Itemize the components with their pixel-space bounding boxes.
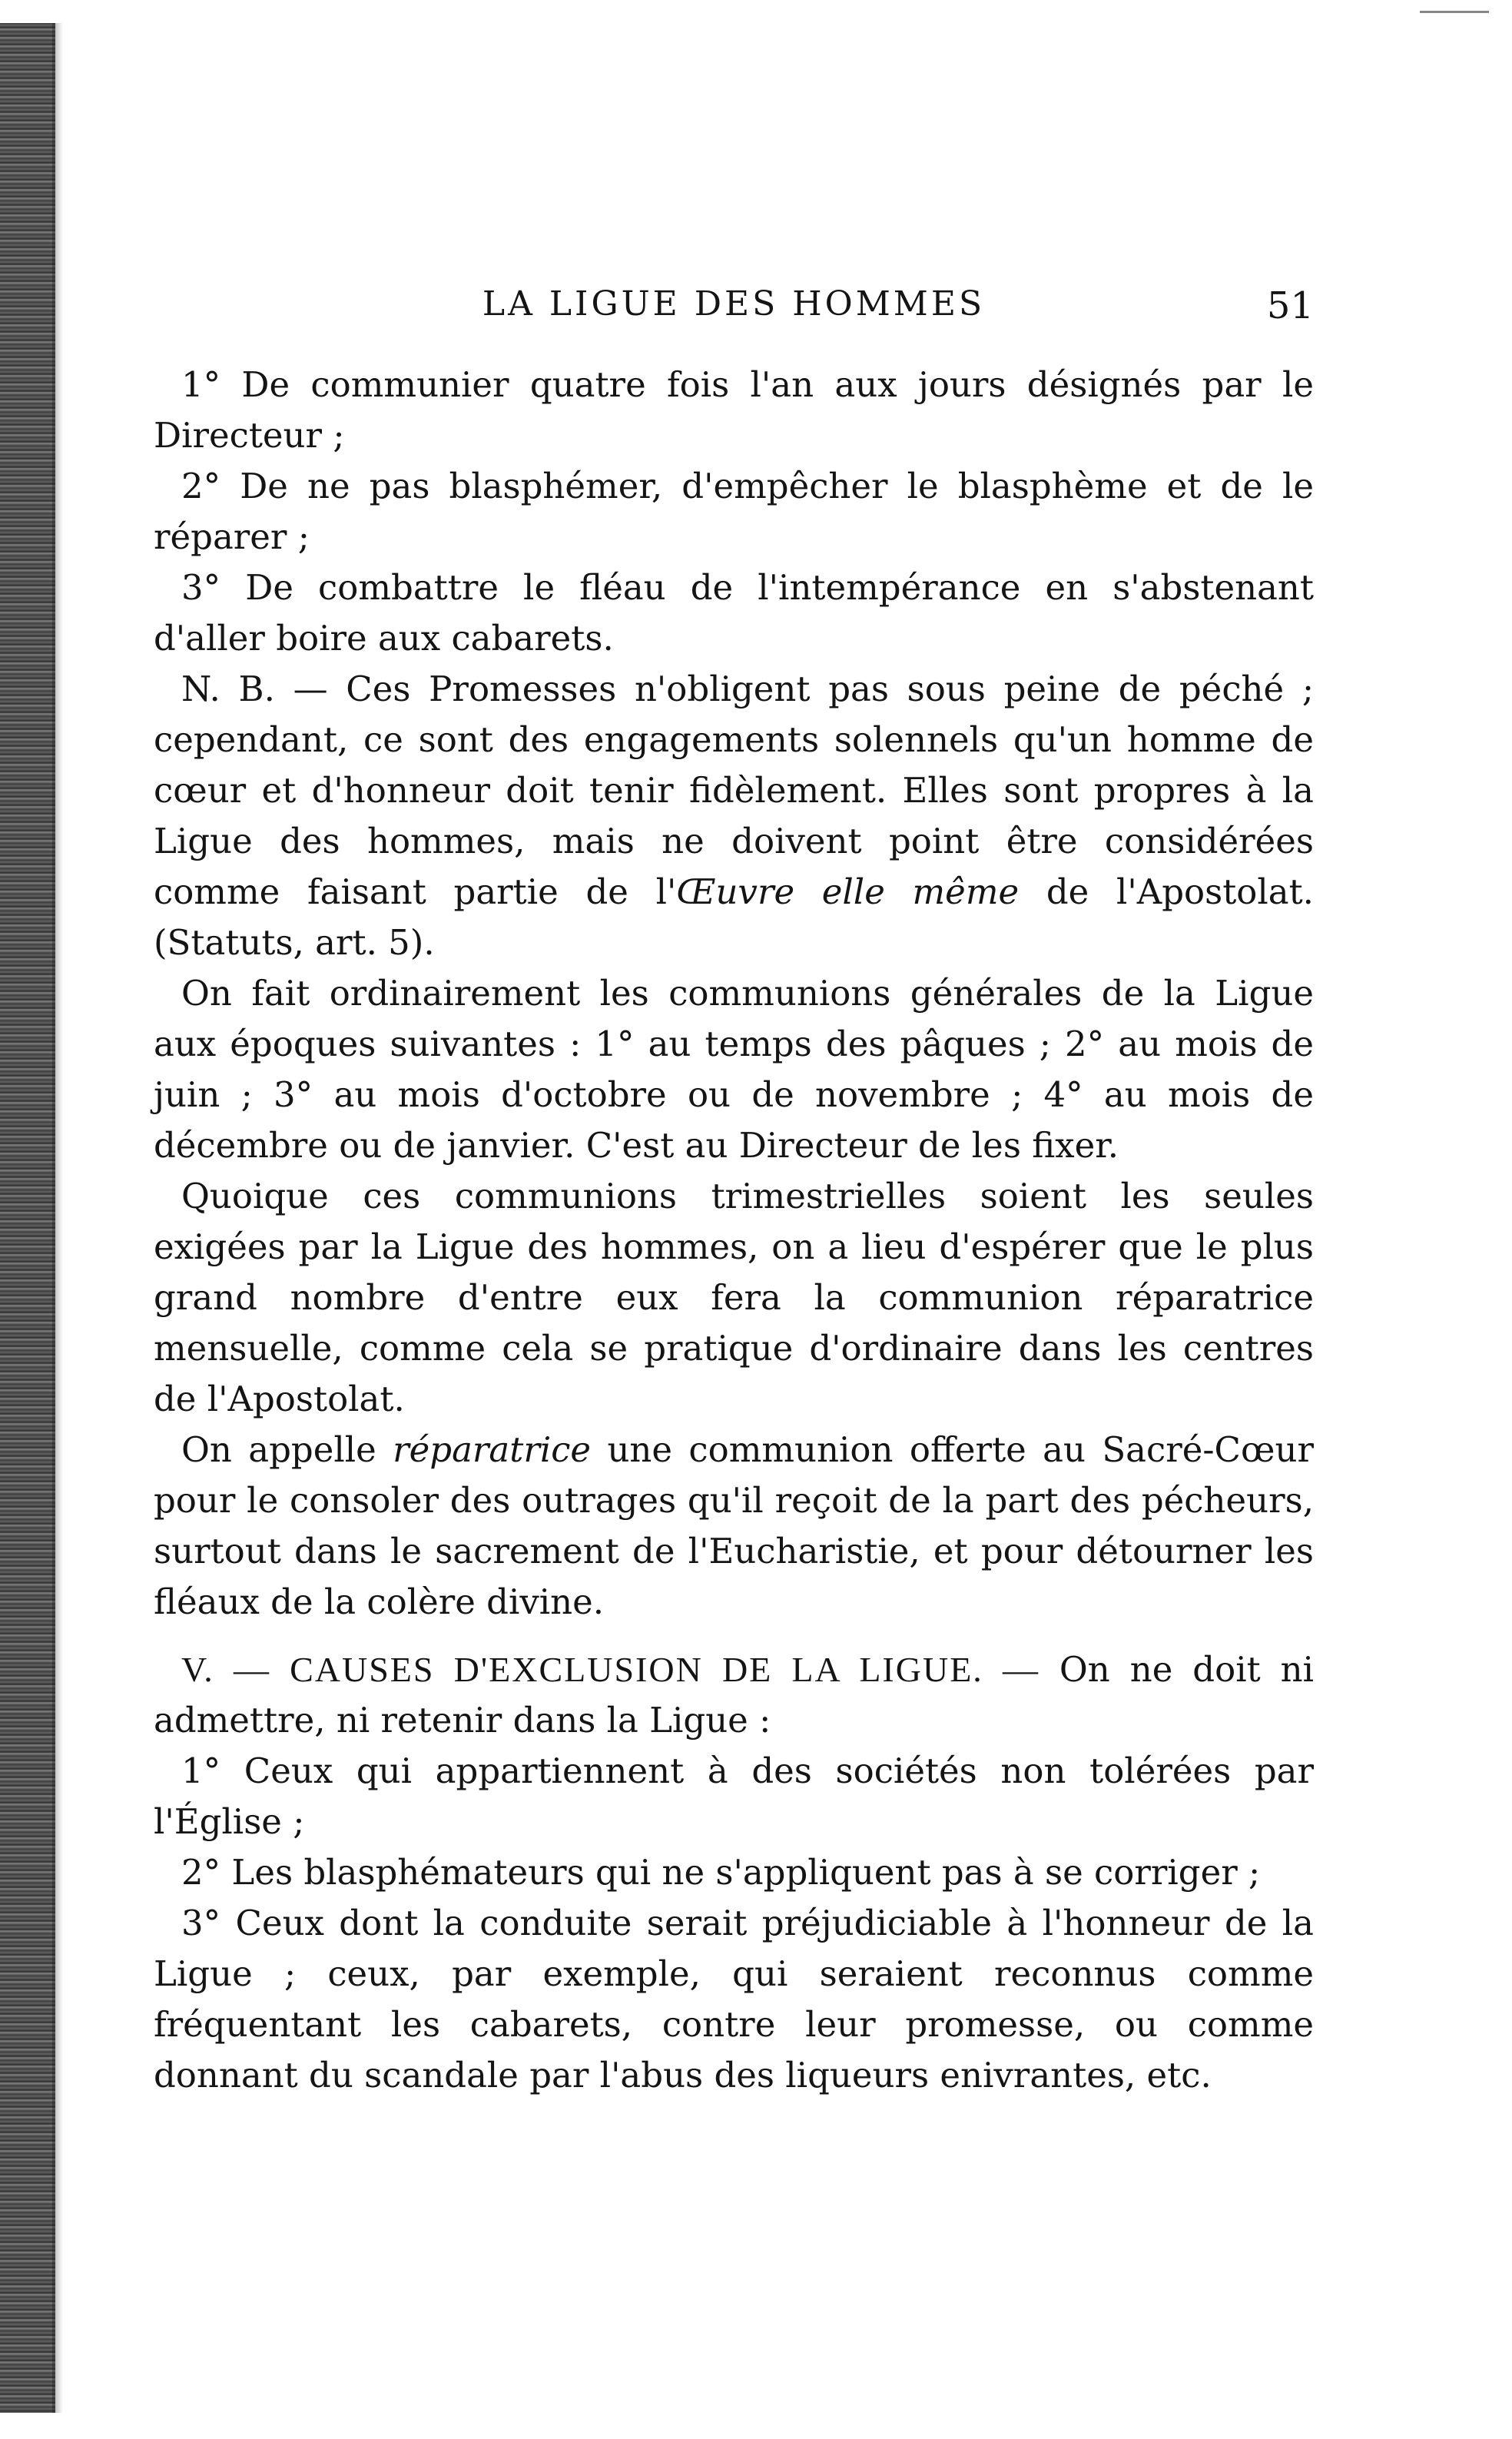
section-spacer (154, 1628, 1314, 1644)
scan-artifact-dash (1420, 11, 1489, 13)
page-body (154, 360, 1314, 2101)
paragraph-exclusion-1: 1° Ceux qui appartiennent à des sociétés non tolérées par l'Église ; (154, 1750, 1314, 1842)
page-number: 51 (1266, 284, 1314, 327)
paragraph-reparatrice (154, 1425, 1314, 1628)
paragraph-communions: On fait ordinairement les communions générales de la Ligue aux époques suivantes : 1° au temps des pâques ; 2° au mois de juin ; 3° au mois d'octobre ou de novembre ; 4° au mois de décembre ou de janvier. C'est au Directeur de les fixer. (154, 973, 1314, 1166)
page-header (154, 284, 1314, 330)
section-heading: V. — CAUSES D'EXCLUSION DE LA LIGUE. — (181, 1650, 1040, 1689)
nota-bene-text: N. B. — Ces Promesses n'obligent pas sous peine de péché ; cependant, ce sont des engagements solennels qu'un homme de cœur et d'honneur doit tenir fidèlement. Elles sont propres à la Ligue des hommes, mais ne doivent point être considérées comme faisant partie de l' (154, 669, 1314, 912)
paragraph-promise-3: 3° De combattre le fléau de l'intempérance en s'abstenant d'aller boire aux cabarets. (154, 567, 1314, 659)
nota-bene-text-end: de l'Apostolat. (Statuts, art. 5). (154, 871, 1314, 963)
scanned-binding-edge (0, 23, 55, 2413)
paragraph-exclusion-2: 2° Les blasphémateurs qui ne s'appliquent pas à se corriger ; (181, 1852, 1261, 1893)
paragraph-promise-1: 1° De communier quatre fois l'an aux jours désignés par le Directeur ; (154, 364, 1314, 456)
reparatrice-text: On appelle (181, 1429, 393, 1470)
paragraph-section-v (154, 1644, 1314, 1746)
section-intro: On ne doit ni admettre, ni retenir dans la Ligue : (154, 1649, 1315, 1740)
paragraph-promise-2: 2° De ne pas blasphémer, d'empêcher le blasphème et de le réparer ; (154, 466, 1314, 557)
running-head: LA LIGUE DES HOMMES (482, 284, 986, 324)
reparatrice-italic: réparatrice (393, 1429, 592, 1470)
nota-bene-italic: Œuvre elle même (676, 871, 1020, 912)
paragraph-nota-bene (154, 664, 1314, 968)
reparatrice-text-end: une communion offerte au Sacré-Cœur pour le consoler des outrages qu'il reçoit de la part des pécheurs, surtout dans le sacrement de l'Eucharistie, et pour détourner les fléaux de la colère divine. (154, 1429, 1314, 1622)
paragraph-exclusion-3: 3° Ceux dont la conduite serait préjudiciable à l'honneur de la Ligue ; ceux, par exemple, qui seraient reconnus comme fréquentant les cabarets, contre leur promesse, ou comme donnant du scandale par l'abus des liqueurs enivrantes, etc. (154, 1903, 1314, 2096)
paragraph-trimestrial: Quoique ces communions trimestrielles soient les seules exigées par la Ligue des hommes, on a lieu d'espérer que le plus grand nombre d'entre eux fera la communion réparatrice mensuelle, comme cela se pratique d'ordinaire dans les centres de l'Apostolat. (154, 1176, 1314, 1419)
